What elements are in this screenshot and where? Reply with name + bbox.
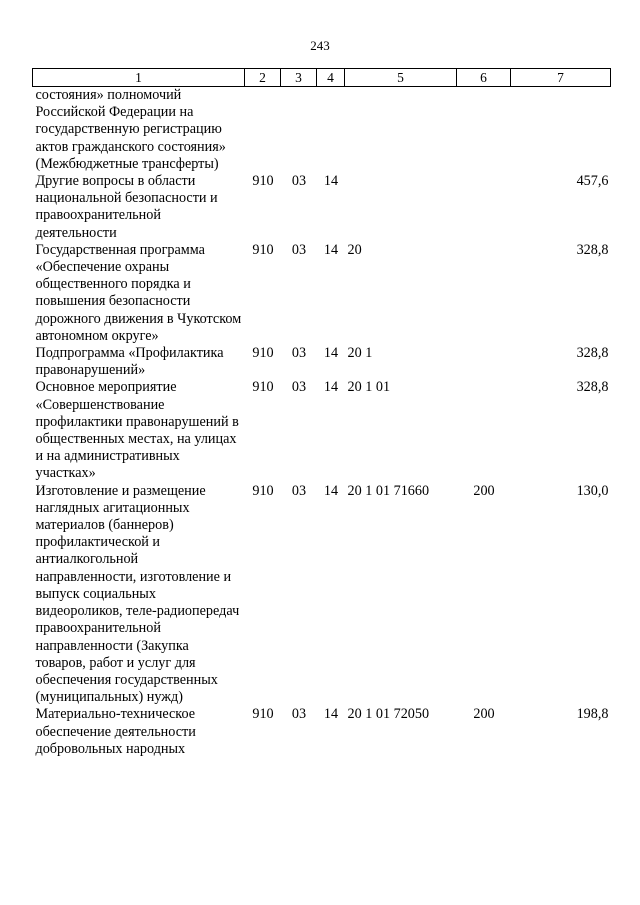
- row-expense-type: [457, 173, 511, 242]
- table-row: [33, 379, 611, 482]
- row-amount: 328,8: [576, 379, 609, 396]
- row-ministry: 910: [252, 379, 274, 396]
- row-target: 20 1: [347, 345, 373, 362]
- row-expense-type: 200: [473, 482, 495, 499]
- row-subsection: 14: [323, 345, 339, 362]
- row-target: 20: [347, 241, 362, 258]
- row-target: [345, 87, 457, 174]
- header-col-2: 2: [245, 69, 281, 87]
- row-name: Другие вопросы в области национальной безопасности и правоохранительной деятельности: [35, 173, 218, 241]
- row-name: состояния» полномочий Российской Федерации на государственную регистрацию актов гражданского состояния» (Межбюджетные трансферты): [35, 87, 226, 172]
- header-col-3: 3: [281, 69, 317, 87]
- header-col-1: 1: [33, 69, 245, 87]
- row-section: 03: [291, 482, 307, 499]
- row-ministry: 910: [252, 482, 274, 499]
- row-subsection: 14: [323, 482, 339, 499]
- row-subsection: 14: [323, 173, 339, 190]
- row-subsection: 14: [323, 379, 339, 396]
- row-section: 03: [291, 706, 307, 723]
- row-expense-type: [457, 87, 511, 174]
- row-name: Государственная программа «Обеспечение охраны общественного порядка и повышения безопасности дорожного движения в Чукотском автономном округе»: [35, 241, 242, 344]
- row-ministry: 910: [252, 173, 274, 190]
- row-subsection: [317, 87, 345, 174]
- row-section: [281, 87, 317, 174]
- header-col-4: 4: [317, 69, 345, 87]
- row-section: 03: [291, 241, 307, 258]
- table-row: [33, 173, 611, 242]
- table-header: [33, 69, 611, 87]
- row-name: Материально-техническое обеспечение деятельности добровольных народных: [35, 706, 196, 757]
- row-target: 20 1 01 72050: [347, 706, 430, 723]
- row-ministry: 910: [252, 241, 274, 258]
- row-ministry: 910: [252, 345, 274, 362]
- budget-table: [32, 68, 611, 758]
- row-amount: 198,8: [576, 706, 609, 723]
- row-expense-type: 200: [473, 706, 495, 723]
- page-number: 243: [310, 38, 330, 53]
- row-section: 03: [291, 173, 307, 190]
- table-body: [33, 87, 611, 758]
- row-subsection: 14: [323, 241, 339, 258]
- table-row: [33, 706, 611, 758]
- row-target: [345, 173, 457, 242]
- row-ministry: 910: [252, 706, 274, 723]
- row-amount: 457,6: [576, 173, 609, 190]
- row-amount: 328,8: [576, 241, 609, 258]
- row-amount: 130,0: [576, 482, 609, 499]
- row-expense-type: [457, 379, 511, 482]
- row-section: 03: [291, 345, 307, 362]
- row-amount: 328,8: [576, 345, 609, 362]
- table-row: [33, 483, 611, 707]
- row-amount: [511, 87, 611, 174]
- table-row: [33, 87, 611, 174]
- row-expense-type: [457, 242, 511, 345]
- table-row: [33, 345, 611, 379]
- header-col-6: 6: [457, 69, 511, 87]
- header-col-5: 5: [345, 69, 457, 87]
- row-name: Основное мероприятие «Совершенствование профилактики правонарушений в общественных местах, на улицах и на административных участках»: [35, 379, 239, 482]
- row-expense-type: [457, 345, 511, 379]
- header-row: [33, 69, 611, 87]
- row-ministry: [245, 87, 281, 174]
- row-target: 20 1 01 71660: [347, 482, 430, 499]
- row-subsection: 14: [323, 706, 339, 723]
- row-section: 03: [291, 379, 307, 396]
- row-target: 20 1 01: [347, 379, 391, 396]
- table-row: [33, 242, 611, 345]
- row-name: Изготовление и размещение наглядных агитационных материалов (баннеров) профилактической и антиалкогольной направленности, изготовление и выпуск социальных видеороликов, теле-радиопередач правоохранительной направленности (Закупка товаров, работ и услуг для обеспечения государственных (муниципальных) нужд): [35, 482, 240, 706]
- header-col-7: 7: [511, 69, 611, 87]
- row-name: Подпрограмма «Профилактика правонарушений»: [35, 345, 224, 379]
